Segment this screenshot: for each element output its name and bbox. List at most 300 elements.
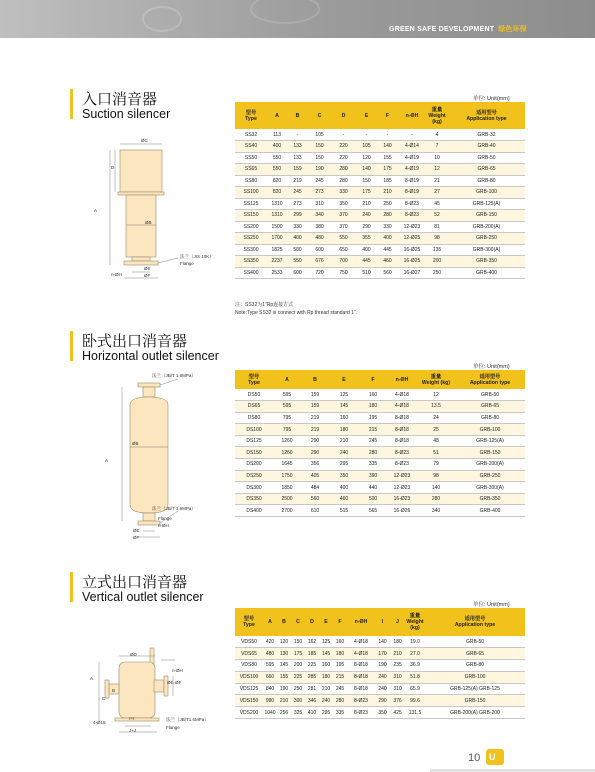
column-header: C bbox=[291, 608, 305, 636]
dim-nh-label: n-ØH bbox=[111, 272, 122, 277]
flange-label-zh: 法兰（JB/T1.6MPa） bbox=[166, 717, 209, 722]
table-row bbox=[235, 435, 525, 447]
brand-slogan bbox=[389, 24, 527, 34]
table-cell: 1850 bbox=[273, 482, 301, 494]
table-cell: 190 bbox=[375, 660, 390, 672]
vertical-title-en: Vertical outlet silencer bbox=[82, 590, 204, 604]
table-cell: 140 bbox=[375, 636, 390, 648]
horizontal-title-en: Horizontal outlet silencer bbox=[82, 349, 219, 363]
table-cell: 160 bbox=[359, 389, 387, 401]
table-cell: 310 bbox=[390, 671, 405, 683]
table-cell: 350 bbox=[329, 470, 359, 482]
horizontal-body bbox=[130, 397, 168, 513]
table-cell: 1500 bbox=[267, 221, 287, 233]
dim-nh2-label: 4-Ø15 bbox=[93, 720, 106, 725]
table-cell: 400 bbox=[377, 233, 398, 245]
table-cell: 160 bbox=[333, 636, 347, 648]
table-cell: 500 bbox=[287, 244, 308, 256]
table-cell: GRB-150 bbox=[425, 695, 525, 707]
table-cell: 210 bbox=[377, 187, 398, 199]
table-cell: 219 bbox=[301, 424, 329, 436]
table-cell: 150 bbox=[291, 636, 305, 648]
table-cell: GRB-400 bbox=[455, 505, 525, 517]
table-cell: 280 bbox=[359, 447, 387, 459]
horizontal-unit: 单位: Unit(mm) bbox=[473, 364, 510, 370]
table-cell: GRB-150 bbox=[448, 210, 525, 222]
table-cell: 2533 bbox=[267, 267, 287, 279]
table-cell: 4-Ø19 bbox=[398, 152, 426, 164]
table-cell: 560 bbox=[301, 493, 329, 505]
section-marker bbox=[70, 89, 73, 119]
table-cell: 240 bbox=[375, 671, 390, 683]
table-cell: 325 bbox=[291, 707, 305, 719]
table-cell: 285 bbox=[305, 671, 319, 683]
table-cell: 7 bbox=[426, 141, 448, 153]
table-row bbox=[235, 256, 525, 268]
table-cell: 340 bbox=[308, 210, 331, 222]
table-cell: GRB-350 bbox=[455, 493, 525, 505]
table-cell: - bbox=[287, 129, 308, 141]
table-cell: 346 bbox=[305, 695, 319, 707]
table-cell: GRB-100 bbox=[448, 187, 525, 199]
section-marker bbox=[70, 331, 73, 361]
page-number: 10 bbox=[468, 752, 481, 764]
table-cell: 500 bbox=[359, 493, 387, 505]
column-header: 适用型号 Application type bbox=[448, 102, 525, 129]
table-cell: 8-Ø23 bbox=[347, 707, 375, 719]
column-header: E bbox=[356, 102, 377, 129]
table-cell: 330 bbox=[377, 221, 398, 233]
table-cell: 219 bbox=[287, 175, 308, 187]
table-cell: 1310 bbox=[267, 198, 287, 210]
table-cell: 8-Ø23 bbox=[398, 198, 426, 210]
table-cell: 480 bbox=[263, 648, 277, 660]
table-cell: GRB-50 bbox=[425, 636, 525, 648]
table-cell: 210 bbox=[277, 695, 291, 707]
table-cell: 4-Ø18 bbox=[387, 389, 417, 401]
table-cell: 195 bbox=[359, 412, 387, 424]
table-cell: 720 bbox=[308, 267, 331, 279]
table-cell: 145 bbox=[277, 660, 291, 672]
table-cell: SS40 bbox=[235, 141, 267, 153]
table-row bbox=[235, 152, 525, 164]
column-header: 型号 Type bbox=[235, 370, 273, 389]
table-cell: 159 bbox=[287, 164, 308, 176]
table-row bbox=[235, 648, 525, 660]
vertical-outlet-neck bbox=[154, 680, 164, 692]
watermark-ring bbox=[250, 0, 320, 24]
suction-title-zh: 入口消音器 bbox=[82, 90, 158, 108]
vertical-spec-table bbox=[235, 608, 525, 719]
table-cell: 595 bbox=[263, 660, 277, 672]
table-cell: 8-Ø18 bbox=[387, 412, 417, 424]
column-header: J bbox=[390, 608, 405, 636]
column-header: n-ØH bbox=[387, 370, 417, 389]
table-cell: VDS65 bbox=[235, 648, 263, 660]
table-cell: 8-Ø18 bbox=[387, 424, 417, 436]
table-row bbox=[235, 210, 525, 222]
table-cell: 105 bbox=[356, 141, 377, 153]
column-header: F bbox=[377, 102, 398, 129]
table-cell: VDS150 bbox=[235, 695, 263, 707]
table-cell: 48 bbox=[417, 435, 455, 447]
table-cell: 355 bbox=[356, 233, 377, 245]
table-cell: 113 bbox=[267, 129, 287, 141]
table-cell: 370 bbox=[331, 210, 356, 222]
table-cell: 290 bbox=[375, 695, 390, 707]
dim-d-label: D bbox=[111, 165, 115, 170]
table-cell: 750 bbox=[331, 267, 356, 279]
table-cell: 190 bbox=[277, 683, 291, 695]
table-cell: 290 bbox=[356, 221, 377, 233]
table-cell: 820 bbox=[267, 175, 287, 187]
table-cell: 330 bbox=[287, 221, 308, 233]
table-cell: 400 bbox=[267, 141, 287, 153]
table-cell: 340 bbox=[417, 505, 455, 517]
table-cell: 820 bbox=[267, 187, 287, 199]
table-cell: 380 bbox=[308, 221, 331, 233]
dim-e-label: ØE bbox=[144, 266, 151, 271]
table-cell: 240 bbox=[329, 447, 359, 459]
column-header: 适用型号 Application type bbox=[455, 370, 525, 389]
table-cell: 8-Ø23 bbox=[387, 459, 417, 471]
table-cell: 560 bbox=[377, 267, 398, 279]
table-cell: GRB-200(A) bbox=[455, 459, 525, 471]
table-cell: 4-Ø14 bbox=[398, 141, 426, 153]
table-cell: DS400 bbox=[235, 505, 273, 517]
dim-d-label: ØD bbox=[130, 652, 137, 657]
dim-f-label: ØF bbox=[175, 680, 182, 685]
table-cell: 210 bbox=[390, 648, 405, 660]
table-row bbox=[235, 187, 525, 199]
vertical-inlet-flange bbox=[105, 680, 109, 698]
table-cell: GRB-200(A) bbox=[448, 221, 525, 233]
table-cell: 16-Ø26 bbox=[387, 505, 417, 517]
flange-label-en: Flange bbox=[166, 725, 180, 730]
column-header: n-ØH bbox=[398, 102, 426, 129]
table-cell: 4-Ø19 bbox=[398, 164, 426, 176]
table-cell: 250 bbox=[291, 683, 305, 695]
table-cell: 170 bbox=[375, 648, 390, 660]
table-row bbox=[235, 141, 525, 153]
table-cell: 45 bbox=[426, 198, 448, 210]
table-cell: 215 bbox=[359, 424, 387, 436]
table-cell: 150 bbox=[308, 141, 331, 153]
table-cell: GRB-80 bbox=[455, 412, 525, 424]
table-cell: 280 bbox=[377, 210, 398, 222]
flange-label-en: Flange bbox=[180, 261, 194, 266]
table-cell: SS250 bbox=[235, 233, 267, 245]
table-cell: 180 bbox=[359, 401, 387, 413]
table-cell: 225 bbox=[305, 660, 319, 672]
dim-a-label: A bbox=[105, 458, 109, 463]
table-cell: GRB-250 bbox=[455, 470, 525, 482]
table-cell: 280 bbox=[331, 164, 356, 176]
table-cell: SS400 bbox=[235, 267, 267, 279]
dim-e-label: ØE bbox=[167, 680, 174, 685]
table-row bbox=[235, 233, 525, 245]
table-cell: 16-Ø25 bbox=[398, 244, 426, 256]
table-cell: 281 bbox=[305, 683, 319, 695]
table-cell: 24 bbox=[417, 412, 455, 424]
table-cell: 600 bbox=[287, 267, 308, 279]
vertical-outlet-flange bbox=[164, 676, 168, 696]
table-cell: - bbox=[377, 129, 398, 141]
table-cell: 155 bbox=[277, 671, 291, 683]
table-cell: 159 bbox=[301, 401, 329, 413]
dim-nh-label: n-ØH bbox=[172, 668, 183, 673]
table-row bbox=[235, 244, 525, 256]
table-cell: 8-Ø18 bbox=[347, 660, 375, 672]
table-row bbox=[235, 671, 525, 683]
column-header: D bbox=[331, 102, 356, 129]
table-cell: DS125 bbox=[235, 435, 273, 447]
table-cell: GRB-100 bbox=[425, 671, 525, 683]
column-header: E bbox=[319, 608, 333, 636]
table-cell: 600 bbox=[308, 244, 331, 256]
table-cell: 12-Ø23 bbox=[398, 221, 426, 233]
table-cell: 210 bbox=[319, 683, 333, 695]
table-cell: GRB-100 bbox=[455, 424, 525, 436]
table-cell: SS65 bbox=[235, 164, 267, 176]
table-cell: 180 bbox=[390, 636, 405, 648]
table-cell: 8-Ø18 bbox=[387, 435, 417, 447]
table-cell: DS300 bbox=[235, 482, 273, 494]
table-cell: DS200 bbox=[235, 459, 273, 471]
table-cell: 195 bbox=[333, 660, 347, 672]
table-cell: 8-Ø19 bbox=[398, 187, 426, 199]
suction-note-zh: 注：SS32为1"Rp连接方式 bbox=[235, 302, 294, 308]
suction-title-en: Suction silencer bbox=[82, 107, 171, 121]
brand-zh: 绿色环保 bbox=[498, 26, 527, 33]
column-header: 重量 Weight (kg) bbox=[426, 102, 448, 129]
table-cell: 550 bbox=[331, 233, 356, 245]
table-cell: 21 bbox=[426, 175, 448, 187]
brand-en: GREEN SAFE DEVELOPMENT bbox=[389, 26, 495, 33]
table-cell: 335 bbox=[359, 459, 387, 471]
table-cell: 105 bbox=[308, 129, 331, 141]
table-cell: 410 bbox=[305, 707, 319, 719]
table-cell: 335 bbox=[333, 707, 347, 719]
table-cell: GRB-400 bbox=[448, 267, 525, 279]
vertical-body bbox=[119, 662, 155, 718]
flange-bottom-label: 法兰（JB/T 1.6MPa） bbox=[152, 506, 196, 511]
table-cell: 19.0 bbox=[405, 636, 425, 648]
table-cell: 295 bbox=[329, 459, 359, 471]
table-cell: 550 bbox=[267, 164, 287, 176]
dim-b-label: ØB bbox=[132, 441, 139, 446]
table-cell: 240 bbox=[356, 210, 377, 222]
vertical-base bbox=[115, 718, 159, 721]
table-cell: 510 bbox=[356, 267, 377, 279]
table-row bbox=[235, 129, 525, 141]
table-cell: - bbox=[398, 129, 426, 141]
table-cell: 150 bbox=[356, 175, 377, 187]
table-cell: 12-Ø25 bbox=[398, 233, 426, 245]
table-cell: 795 bbox=[273, 412, 301, 424]
table-cell: GRB-125(A) GRB-125 bbox=[425, 683, 525, 695]
table-cell: 515 bbox=[329, 505, 359, 517]
suction-spec-table bbox=[235, 102, 525, 279]
table-cell: 12 bbox=[426, 164, 448, 176]
suction-note-en: Note:Type SS32 is connect with Rp thread standard 1". bbox=[235, 310, 358, 316]
table-cell: 595 bbox=[273, 401, 301, 413]
table-cell: 1310 bbox=[267, 210, 287, 222]
table-cell: 250 bbox=[426, 267, 448, 279]
table-cell: 484 bbox=[301, 482, 329, 494]
flange-label-zh: 法兰（JIS 10K） bbox=[180, 254, 214, 259]
column-header: B bbox=[301, 370, 329, 389]
table-cell: 98 bbox=[426, 233, 448, 245]
table-cell: 16-Ø23 bbox=[387, 493, 417, 505]
table-cell: 220 bbox=[331, 152, 356, 164]
table-cell: GRB-250 bbox=[448, 233, 525, 245]
table-cell: SS300 bbox=[235, 244, 267, 256]
table-cell: 1700 bbox=[267, 233, 287, 245]
table-cell: 25 bbox=[417, 424, 455, 436]
table-cell: 460 bbox=[377, 256, 398, 268]
table-cell: 420 bbox=[263, 636, 277, 648]
dim-c-label: ØC bbox=[141, 138, 148, 143]
table-cell: 295 bbox=[319, 707, 333, 719]
table-cell: 125 bbox=[329, 389, 359, 401]
table-cell: 356 bbox=[301, 459, 329, 471]
table-cell: 256 bbox=[277, 707, 291, 719]
table-cell: GRB-50 bbox=[448, 152, 525, 164]
table-cell: GRB-125(A) bbox=[455, 435, 525, 447]
table-cell: 2500 bbox=[273, 493, 301, 505]
table-cell: 299 bbox=[287, 210, 308, 222]
table-cell: SS350 bbox=[235, 256, 267, 268]
table-cell: 445 bbox=[356, 256, 377, 268]
table-cell: 280 bbox=[333, 695, 347, 707]
table-cell: 98 bbox=[417, 470, 455, 482]
table-cell: 480 bbox=[308, 233, 331, 245]
table-cell: GRB-80 bbox=[425, 660, 525, 672]
table-row bbox=[235, 636, 525, 648]
table-cell: 159 bbox=[301, 389, 329, 401]
table-cell: VDS80 bbox=[235, 660, 263, 672]
table-cell: SS125 bbox=[235, 198, 267, 210]
table-row bbox=[235, 482, 525, 494]
table-cell: 273 bbox=[287, 198, 308, 210]
table-cell: DS150 bbox=[235, 447, 273, 459]
table-cell: 65.9 bbox=[405, 683, 425, 695]
table-cell: 120 bbox=[356, 152, 377, 164]
table-cell: 376 bbox=[390, 695, 405, 707]
horizontal-title-zh: 卧式出口消音器 bbox=[82, 332, 188, 350]
column-header: F bbox=[333, 608, 347, 636]
table-cell: DS250 bbox=[235, 470, 273, 482]
table-cell: GRB-200(A) GRB-200 bbox=[425, 707, 525, 719]
table-cell: 225 bbox=[291, 671, 305, 683]
table-cell: 8-Ø23 bbox=[398, 210, 426, 222]
table-row bbox=[235, 198, 525, 210]
table-cell: 175 bbox=[377, 164, 398, 176]
table-cell: 4-Ø18 bbox=[347, 648, 375, 660]
section-marker bbox=[70, 572, 73, 602]
table-row bbox=[235, 493, 525, 505]
table-cell: 440 bbox=[359, 482, 387, 494]
table-cell: 290 bbox=[301, 435, 329, 447]
column-header: 适用型号 Application type bbox=[425, 608, 525, 636]
table-cell: 8-Ø18 bbox=[347, 671, 375, 683]
table-row bbox=[235, 424, 525, 436]
column-header: F bbox=[359, 370, 387, 389]
table-cell: 795 bbox=[273, 424, 301, 436]
table-cell: 1260 bbox=[273, 447, 301, 459]
table-cell: 1750 bbox=[273, 470, 301, 482]
suction-silencer-drawing bbox=[88, 130, 218, 295]
table-cell: 135 bbox=[426, 244, 448, 256]
table-cell: 16-Ø25 bbox=[398, 256, 426, 268]
dim-f-label: ØF bbox=[144, 273, 151, 278]
table-cell: 460 bbox=[329, 493, 359, 505]
table-cell: 200 bbox=[291, 660, 305, 672]
table-cell: 16-Ø27 bbox=[398, 267, 426, 279]
table-cell: 185 bbox=[305, 648, 319, 660]
table-cell: DS80 bbox=[235, 412, 273, 424]
table-cell: 245 bbox=[308, 175, 331, 187]
dim-c-label: C bbox=[102, 696, 106, 701]
table-cell: VDS125 bbox=[235, 683, 263, 695]
table-row bbox=[235, 459, 525, 471]
table-cell: 180 bbox=[319, 671, 333, 683]
table-cell: 240 bbox=[319, 695, 333, 707]
table-cell: 250 bbox=[377, 198, 398, 210]
table-row bbox=[235, 505, 525, 517]
flange-label-en: Flange bbox=[158, 516, 172, 521]
table-cell: 425 bbox=[390, 707, 405, 719]
table-cell: 210 bbox=[329, 435, 359, 447]
table-cell: 370 bbox=[331, 221, 356, 233]
table-cell: 140 bbox=[377, 141, 398, 153]
table-cell: 2700 bbox=[273, 505, 301, 517]
watermark-ring bbox=[142, 6, 182, 32]
table-cell: 240 bbox=[375, 683, 390, 695]
table-cell: DS65 bbox=[235, 401, 273, 413]
table-cell: 99.6 bbox=[405, 695, 425, 707]
table-cell: VDS200 bbox=[235, 707, 263, 719]
table-row bbox=[235, 683, 525, 695]
vertical-unit: 单位: Unit(mm) bbox=[473, 602, 510, 608]
table-row bbox=[235, 447, 525, 459]
suction-cap bbox=[120, 150, 162, 192]
header-bar bbox=[0, 0, 595, 38]
table-cell: 245 bbox=[333, 683, 347, 695]
table-cell: 4-Ø18 bbox=[347, 636, 375, 648]
table-row bbox=[235, 660, 525, 672]
table-cell: GRB-50 bbox=[455, 389, 525, 401]
table-cell: 185 bbox=[377, 175, 398, 187]
table-cell: 140 bbox=[356, 164, 377, 176]
table-cell: 210 bbox=[356, 198, 377, 210]
column-header: B bbox=[287, 102, 308, 129]
table-cell: DS350 bbox=[235, 493, 273, 505]
table-cell: 52 bbox=[426, 210, 448, 222]
table-cell: 1645 bbox=[273, 459, 301, 471]
table-cell: GRB-300(A) bbox=[448, 244, 525, 256]
table-cell: SS200 bbox=[235, 221, 267, 233]
table-cell: 150 bbox=[308, 152, 331, 164]
table-cell: 245 bbox=[287, 187, 308, 199]
table-cell: 565 bbox=[359, 505, 387, 517]
column-header: C bbox=[308, 102, 331, 129]
table-cell: 180 bbox=[329, 424, 359, 436]
table-cell: VDS50 bbox=[235, 636, 263, 648]
table-row bbox=[235, 164, 525, 176]
suction-neck bbox=[132, 257, 150, 261]
